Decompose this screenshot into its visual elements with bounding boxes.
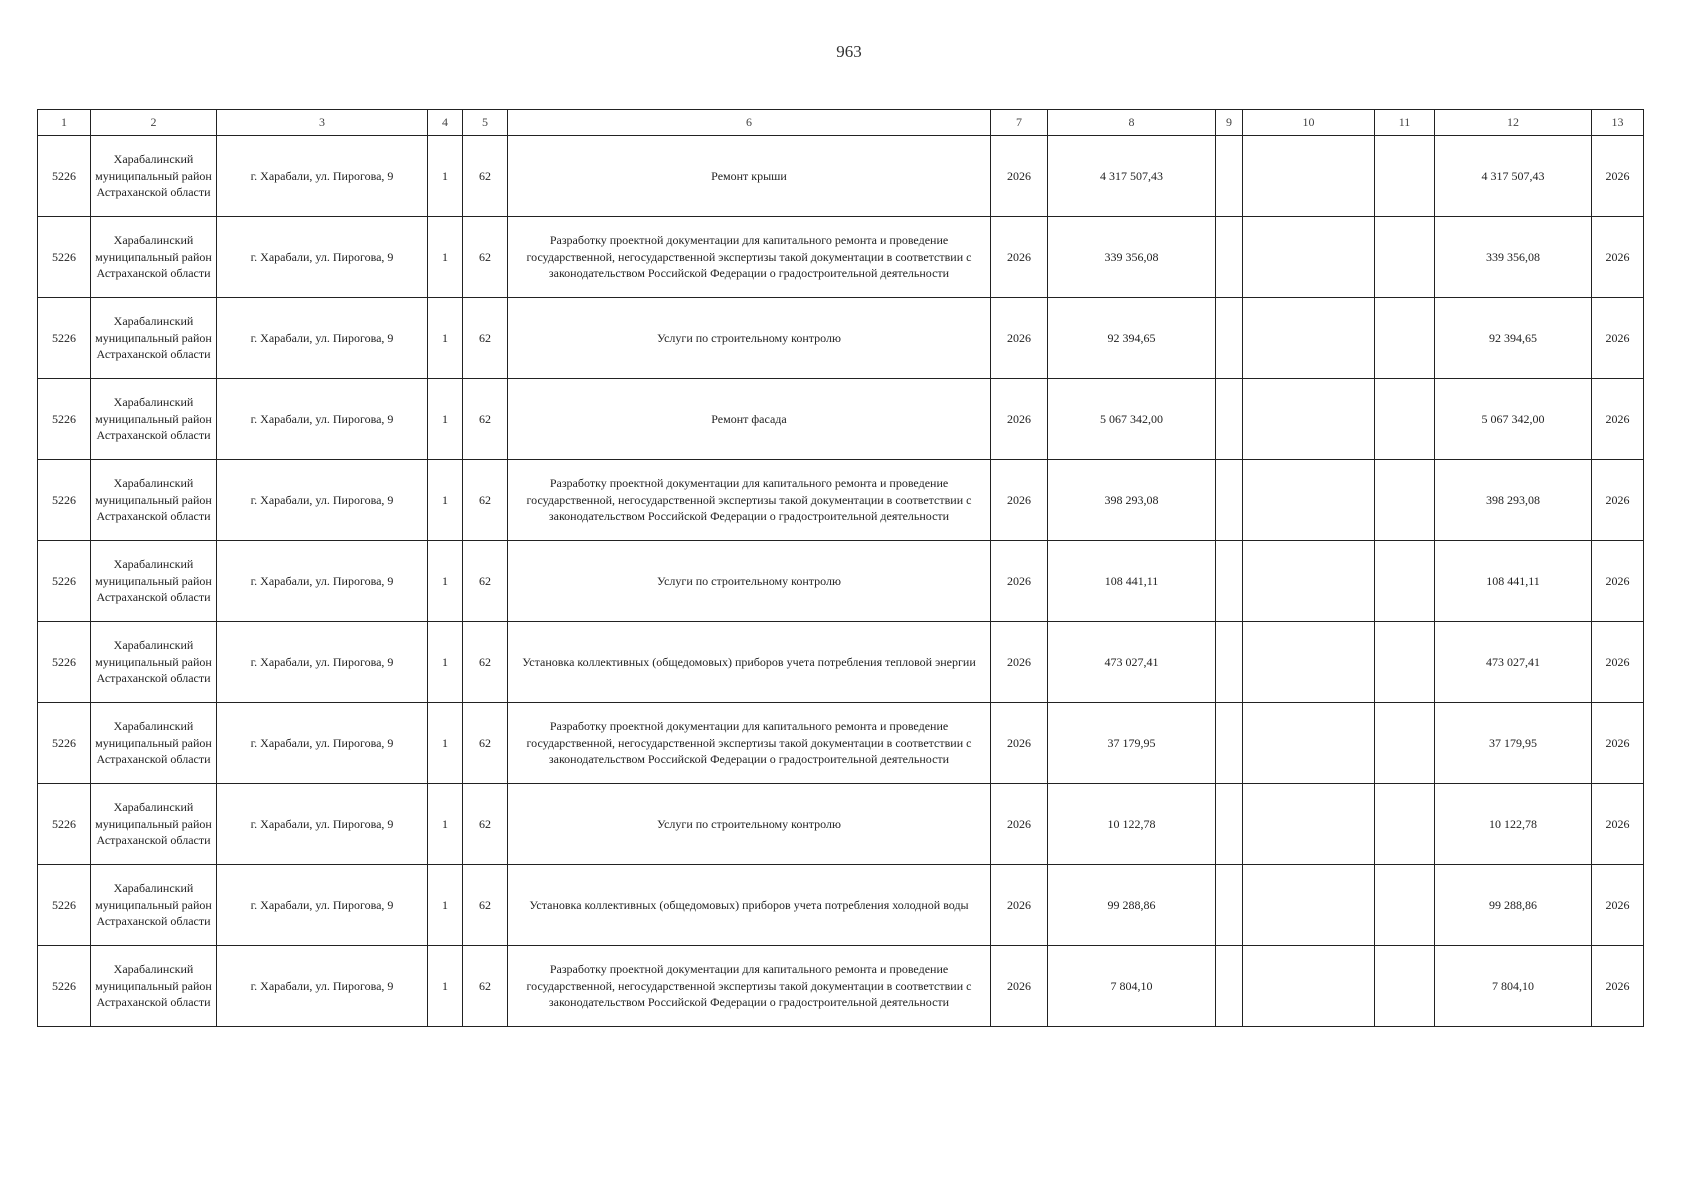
address-cell: г. Харабали, ул. Пирогова, 9 — [217, 622, 428, 703]
priority-cell: 1 — [428, 217, 463, 298]
completion-year-cell: 2026 — [1592, 622, 1644, 703]
work-type-cell: Установка коллективных (общедомовых) приборов учета потребления тепловой энергии — [508, 622, 991, 703]
column-number: 4 — [428, 110, 463, 136]
plan-year-cell: 2026 — [991, 784, 1048, 865]
table-row — [38, 541, 1644, 622]
table-row — [38, 460, 1644, 541]
address-cell: г. Харабали, ул. Пирогова, 9 — [217, 136, 428, 217]
build-year-cell: 62 — [463, 541, 508, 622]
column-number: 11 — [1375, 110, 1435, 136]
empty-cell — [1216, 946, 1243, 1027]
completion-year-cell: 2026 — [1592, 379, 1644, 460]
empty-cell — [1243, 460, 1375, 541]
empty-cell — [1216, 703, 1243, 784]
column-number: 2 — [91, 110, 217, 136]
work-type-cell: Ремонт фасада — [508, 379, 991, 460]
completion-year-cell: 2026 — [1592, 541, 1644, 622]
municipality-cell: Харабалинский муниципальный район Астраханской области — [91, 460, 217, 541]
empty-cell — [1375, 379, 1435, 460]
plan-year-cell: 2026 — [991, 136, 1048, 217]
build-year-cell: 62 — [463, 622, 508, 703]
work-type-cell: Разработку проектной документации для капитального ремонта и проведение государственной, негосударственной экспертизы такой документации в соответствии с законодательством Российской Федерации о градостроительной деятельности — [508, 460, 991, 541]
completion-year-cell: 2026 — [1592, 298, 1644, 379]
plan-year-cell: 2026 — [991, 703, 1048, 784]
plan-year-cell: 2026 — [991, 865, 1048, 946]
priority-cell: 1 — [428, 865, 463, 946]
empty-cell — [1216, 136, 1243, 217]
address-cell: г. Харабали, ул. Пирогова, 9 — [217, 541, 428, 622]
column-number: 12 — [1435, 110, 1592, 136]
registry-number-cell: 5226 — [38, 460, 91, 541]
municipality-cell: Харабалинский муниципальный район Астраханской области — [91, 379, 217, 460]
registry-number-cell: 5226 — [38, 865, 91, 946]
registry-number-cell: 5226 — [38, 622, 91, 703]
plan-year-cell: 2026 — [991, 298, 1048, 379]
empty-cell — [1243, 622, 1375, 703]
priority-cell: 1 — [428, 946, 463, 1027]
empty-cell — [1243, 136, 1375, 217]
column-number: 1 — [38, 110, 91, 136]
address-cell: г. Харабали, ул. Пирогова, 9 — [217, 946, 428, 1027]
plan-year-cell: 2026 — [991, 541, 1048, 622]
build-year-cell: 62 — [463, 136, 508, 217]
municipality-cell: Харабалинский муниципальный район Астраханской области — [91, 622, 217, 703]
table-row — [38, 217, 1644, 298]
registry-number-cell: 5226 — [38, 784, 91, 865]
fund-cost-cell: 339 356,08 — [1435, 217, 1592, 298]
completion-year-cell: 2026 — [1592, 946, 1644, 1027]
page-number: 963 — [836, 42, 862, 61]
empty-cell — [1243, 541, 1375, 622]
plan-year-cell: 2026 — [991, 460, 1048, 541]
column-number: 13 — [1592, 110, 1644, 136]
priority-cell: 1 — [428, 703, 463, 784]
fund-cost-cell: 108 441,11 — [1435, 541, 1592, 622]
municipality-cell: Харабалинский муниципальный район Астраханской области — [91, 136, 217, 217]
empty-cell — [1243, 217, 1375, 298]
priority-cell: 1 — [428, 136, 463, 217]
priority-cell: 1 — [428, 379, 463, 460]
fund-cost-cell: 92 394,65 — [1435, 298, 1592, 379]
build-year-cell: 62 — [463, 460, 508, 541]
table-row — [38, 379, 1644, 460]
empty-cell — [1243, 379, 1375, 460]
total-cost-cell: 398 293,08 — [1048, 460, 1216, 541]
registry-number-cell: 5226 — [38, 136, 91, 217]
total-cost-cell: 108 441,11 — [1048, 541, 1216, 622]
completion-year-cell: 2026 — [1592, 784, 1644, 865]
column-number: 7 — [991, 110, 1048, 136]
table-row — [38, 946, 1644, 1027]
plan-year-cell: 2026 — [991, 379, 1048, 460]
empty-cell — [1216, 865, 1243, 946]
registry-number-cell: 5226 — [38, 946, 91, 1027]
registry-number-cell: 5226 — [38, 703, 91, 784]
address-cell: г. Харабали, ул. Пирогова, 9 — [217, 217, 428, 298]
registry-number-cell: 5226 — [38, 298, 91, 379]
empty-cell — [1375, 865, 1435, 946]
column-number: 9 — [1216, 110, 1243, 136]
empty-cell — [1216, 622, 1243, 703]
total-cost-cell: 10 122,78 — [1048, 784, 1216, 865]
total-cost-cell: 473 027,41 — [1048, 622, 1216, 703]
table-row — [38, 703, 1644, 784]
build-year-cell: 62 — [463, 784, 508, 865]
work-type-cell: Разработку проектной документации для капитального ремонта и проведение государственной, негосударственной экспертизы такой документации в соответствии с законодательством Российской Федерации о градостроительной деятельности — [508, 217, 991, 298]
table-row — [38, 298, 1644, 379]
registry-number-cell: 5226 — [38, 541, 91, 622]
empty-cell — [1375, 946, 1435, 1027]
empty-cell — [1216, 784, 1243, 865]
column-number: 3 — [217, 110, 428, 136]
address-cell: г. Харабали, ул. Пирогова, 9 — [217, 379, 428, 460]
address-cell: г. Харабали, ул. Пирогова, 9 — [217, 703, 428, 784]
total-cost-cell: 4 317 507,43 — [1048, 136, 1216, 217]
address-cell: г. Харабали, ул. Пирогова, 9 — [217, 865, 428, 946]
empty-cell — [1243, 703, 1375, 784]
priority-cell: 1 — [428, 460, 463, 541]
municipality-cell: Харабалинский муниципальный район Астраханской области — [91, 298, 217, 379]
fund-cost-cell: 10 122,78 — [1435, 784, 1592, 865]
empty-cell — [1216, 298, 1243, 379]
address-cell: г. Харабали, ул. Пирогова, 9 — [217, 460, 428, 541]
table-row — [38, 136, 1644, 217]
table-row — [38, 784, 1644, 865]
fund-cost-cell: 5 067 342,00 — [1435, 379, 1592, 460]
empty-cell — [1375, 136, 1435, 217]
plan-year-cell: 2026 — [991, 946, 1048, 1027]
repair-schedule-table — [37, 109, 1644, 1027]
total-cost-cell: 5 067 342,00 — [1048, 379, 1216, 460]
column-number: 6 — [508, 110, 991, 136]
completion-year-cell: 2026 — [1592, 460, 1644, 541]
empty-cell — [1216, 217, 1243, 298]
empty-cell — [1375, 460, 1435, 541]
priority-cell: 1 — [428, 622, 463, 703]
address-cell: г. Харабали, ул. Пирогова, 9 — [217, 784, 428, 865]
empty-cell — [1375, 298, 1435, 379]
work-type-cell: Услуги по строительному контролю — [508, 541, 991, 622]
fund-cost-cell: 37 179,95 — [1435, 703, 1592, 784]
fund-cost-cell: 473 027,41 — [1435, 622, 1592, 703]
build-year-cell: 62 — [463, 946, 508, 1027]
empty-cell — [1216, 460, 1243, 541]
plan-year-cell: 2026 — [991, 622, 1048, 703]
work-type-cell: Разработку проектной документации для капитального ремонта и проведение государственной, негосударственной экспертизы такой документации в соответствии с законодательством Российской Федерации о градостроительной деятельности — [508, 703, 991, 784]
total-cost-cell: 37 179,95 — [1048, 703, 1216, 784]
work-type-cell: Разработку проектной документации для капитального ремонта и проведение государственной, негосударственной экспертизы такой документации в соответствии с законодательством Российской Федерации о градостроительной деятельности — [508, 946, 991, 1027]
empty-cell — [1243, 298, 1375, 379]
table-row — [38, 622, 1644, 703]
build-year-cell: 62 — [463, 703, 508, 784]
fund-cost-cell: 99 288,86 — [1435, 865, 1592, 946]
municipality-cell: Харабалинский муниципальный район Астраханской области — [91, 784, 217, 865]
empty-cell — [1375, 703, 1435, 784]
build-year-cell: 62 — [463, 865, 508, 946]
empty-cell — [1375, 541, 1435, 622]
completion-year-cell: 2026 — [1592, 703, 1644, 784]
work-type-cell: Услуги по строительному контролю — [508, 298, 991, 379]
empty-cell — [1375, 622, 1435, 703]
municipality-cell: Харабалинский муниципальный район Астраханской области — [91, 946, 217, 1027]
registry-number-cell: 5226 — [38, 217, 91, 298]
registry-number-cell: 5226 — [38, 379, 91, 460]
empty-cell — [1243, 784, 1375, 865]
build-year-cell: 62 — [463, 379, 508, 460]
municipality-cell: Харабалинский муниципальный район Астраханской области — [91, 217, 217, 298]
column-number: 10 — [1243, 110, 1375, 136]
empty-cell — [1375, 217, 1435, 298]
priority-cell: 1 — [428, 541, 463, 622]
work-type-cell: Ремонт крыши — [508, 136, 991, 217]
empty-cell — [1216, 541, 1243, 622]
table-row — [38, 865, 1644, 946]
completion-year-cell: 2026 — [1592, 136, 1644, 217]
column-number: 5 — [463, 110, 508, 136]
empty-cell — [1243, 865, 1375, 946]
empty-cell — [1375, 784, 1435, 865]
completion-year-cell: 2026 — [1592, 865, 1644, 946]
municipality-cell: Харабалинский муниципальный район Астраханской области — [91, 865, 217, 946]
priority-cell: 1 — [428, 298, 463, 379]
work-type-cell: Установка коллективных (общедомовых) приборов учета потребления холодной воды — [508, 865, 991, 946]
priority-cell: 1 — [428, 784, 463, 865]
address-cell: г. Харабали, ул. Пирогова, 9 — [217, 298, 428, 379]
municipality-cell: Харабалинский муниципальный район Астраханской области — [91, 541, 217, 622]
column-number-row — [38, 110, 1644, 136]
column-number: 8 — [1048, 110, 1216, 136]
total-cost-cell: 92 394,65 — [1048, 298, 1216, 379]
fund-cost-cell: 398 293,08 — [1435, 460, 1592, 541]
build-year-cell: 62 — [463, 298, 508, 379]
table-body — [38, 136, 1644, 1027]
work-type-cell: Услуги по строительному контролю — [508, 784, 991, 865]
empty-cell — [1243, 946, 1375, 1027]
total-cost-cell: 339 356,08 — [1048, 217, 1216, 298]
completion-year-cell: 2026 — [1592, 217, 1644, 298]
municipality-cell: Харабалинский муниципальный район Астраханской области — [91, 703, 217, 784]
empty-cell — [1216, 379, 1243, 460]
total-cost-cell: 99 288,86 — [1048, 865, 1216, 946]
plan-year-cell: 2026 — [991, 217, 1048, 298]
fund-cost-cell: 4 317 507,43 — [1435, 136, 1592, 217]
fund-cost-cell: 7 804,10 — [1435, 946, 1592, 1027]
build-year-cell: 62 — [463, 217, 508, 298]
total-cost-cell: 7 804,10 — [1048, 946, 1216, 1027]
